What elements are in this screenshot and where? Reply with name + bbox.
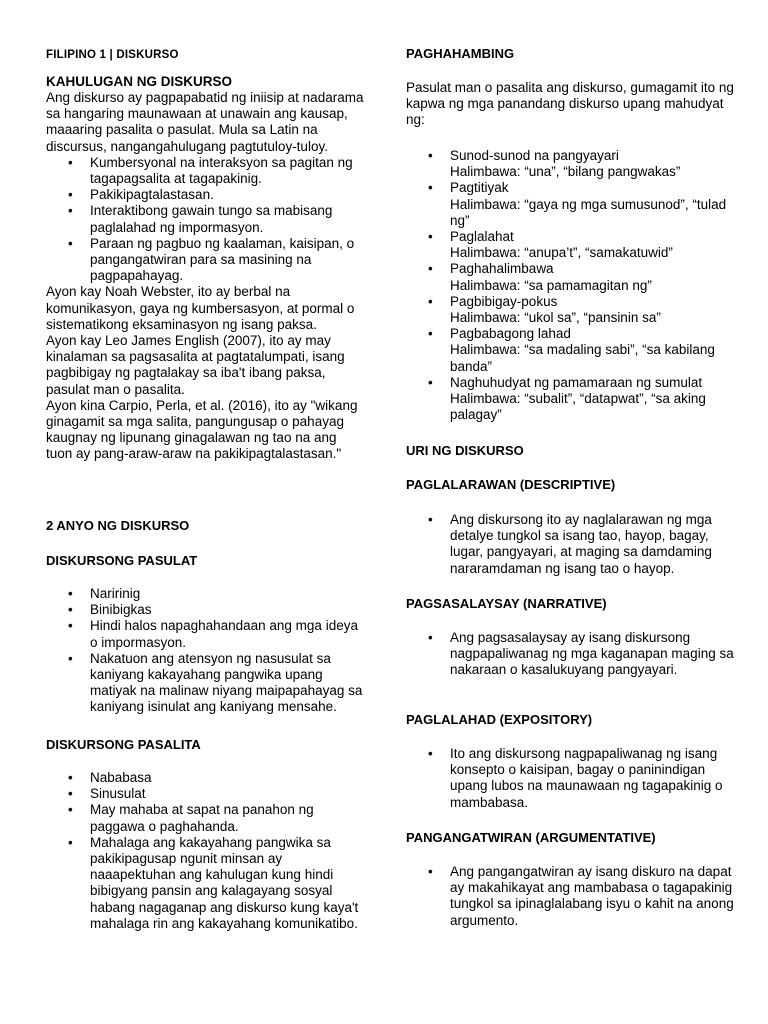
pananda-example: Halimbawa: “ukol sa”, “pansinin sa” bbox=[450, 310, 661, 326]
list-item: • Hindi halos napaghahandaan ang mga ideya o impormasyon. bbox=[46, 618, 366, 650]
list-item: • Ito ang diskursong nagpapaliwanag ng isang konsepto o kaisipan, bagay o paninindigan upang lubos na maunawaan ng tagapakinig o mambabasa. bbox=[406, 746, 736, 811]
narrative-heading: PAGSASALAYSAY (NARRATIVE) bbox=[406, 596, 607, 611]
pananda-example: Halimbawa: “sa madaling sabi”, “sa kabilang banda” bbox=[450, 342, 715, 374]
list-item bbox=[406, 180, 736, 229]
list-item bbox=[406, 261, 736, 293]
list-item: • Ang pagsasalaysay ay isang diskursong nagpapaliwanag ng mga kaganapan maging sa nakaraan o kasalukuyang pangyayari. bbox=[406, 630, 736, 679]
pasulat-list bbox=[46, 586, 366, 716]
pananda-example: Halimbawa: “sa pamamagitan ng” bbox=[450, 277, 652, 293]
argumentative-list bbox=[406, 864, 736, 929]
list-item: • Interaktibong gawain tungo sa mabisang paglalahad ng impormasyon. bbox=[46, 203, 366, 235]
list-item: • Pakikipagtalastasan. bbox=[46, 187, 366, 203]
list-item: • May mahaba at sapat na panahon ng paggawa o paghahanda. bbox=[46, 802, 366, 834]
webster-definition: Ayon kay Noah Webster, ito ay berbal na komunikasyon, gaya ng kumbersasyon, at pormal o sistematikong eksaminasyon ng isang paksa. bbox=[46, 284, 355, 332]
kahulugan-heading: KAHULUGAN NG DISKURSO bbox=[46, 74, 233, 89]
list-item bbox=[406, 148, 736, 180]
list-item: • Kumbersyonal na interaksyon sa pagitan ng tagapagsalita at tagapakinig. bbox=[46, 155, 366, 187]
argumentative-heading: PANGANGATWIRAN (ARGUMENTATIVE) bbox=[406, 830, 656, 845]
pananda-label: • Pagtitiyak bbox=[450, 180, 509, 196]
paghahambing-intro: Pasulat man o pasalita ang diskurso, gumagamit ito ng kapwa ng mga panandang diskurso upang mahudyat ng: bbox=[406, 80, 734, 128]
pasalita-list bbox=[46, 770, 366, 932]
paghahambing-heading: PAGHAHAMBING bbox=[406, 46, 515, 61]
pananda-label: • Pagbabagong lahad bbox=[450, 326, 571, 342]
narrative-list bbox=[406, 630, 736, 679]
pananda-label: • Sunod-sunod na pangyayari bbox=[450, 148, 619, 163]
pananda-example: Halimbawa: “gaya ng mga sumusunod”, “tulad ng” bbox=[450, 196, 727, 228]
pananda-label: • Naghuhudyat ng pamamaraan ng sumulat bbox=[450, 374, 703, 390]
pananda-label: • Paglalahat bbox=[450, 229, 514, 245]
list-item: • Sinusulat bbox=[46, 786, 366, 802]
descriptive-heading: PAGLALARAWAN (DESCRIPTIVE) bbox=[406, 477, 616, 492]
list-item: • Ang pangangatwiran ay isang diskuro na dapat ay makahikayat ang mambabasa o tagapakinig tungkol sa ipinaglalabang isyu o kahit na anong argumento. bbox=[406, 864, 736, 929]
list-item bbox=[406, 375, 736, 424]
pasalita-heading: DISKURSONG PASALITA bbox=[46, 737, 201, 752]
pananda-label: • Pagbibigay-pokus bbox=[450, 293, 558, 309]
list-item bbox=[406, 294, 736, 326]
expository-list bbox=[406, 746, 736, 811]
list-item bbox=[406, 229, 736, 261]
list-item: • Naririnig bbox=[46, 586, 366, 602]
document-header: FILIPINO 1 | DISKURSO bbox=[46, 49, 179, 61]
expository-heading: PAGLALAHAD (EXPOSITORY) bbox=[406, 712, 593, 727]
list-item: • Nababasa bbox=[46, 770, 366, 786]
list-item: • Paraan ng pagbuo ng kaalaman, kaisipan, o pangangatwiran para sa masining na pagpapahayag. bbox=[46, 236, 366, 285]
pananda-example: Halimbawa: “una”, “bilang pangwakas” bbox=[450, 164, 681, 180]
carpio-definition: Ayon kina Carpio, Perla, et al. (2016), ito ay "wikang ginagamit sa mga salita, pangungusap o pahayag kaugnay ng lipunang ginagalawan ng tao na ang tuon ay pang-araw-araw na pakikipagtalastasan." bbox=[46, 397, 358, 462]
list-item: • Mahalaga ang kakayahang pangwika sa pakikipagusap ngunit minsan ay naaapektuhan ang kahulugan kung hindi bibigyang pansin ang kalagayang sosyal habang nagaganap ang diskurso kung kaya't mahalaga rin ang kakayahang komunikatibo. bbox=[46, 835, 366, 932]
list-item: • Nakatuon ang atensyon ng nasusulat sa kaniyang kakayahang pangwika upang matiyak na malinaw niyang maipapahayag sa kaniyang isinulat ang kaniyang mensahe. bbox=[46, 651, 366, 716]
kahulugan-intro: Ang diskurso ay pagpapabatid ng iniisip at nadarama sa hangaring maunawaan at unawain ang kausap, maaaring pasalita o pasulat. Mula sa Latin na discursus, nangangahulugang pagtutuloy-tuloy. bbox=[46, 90, 364, 154]
pasulat-heading: DISKURSONG PASULAT bbox=[46, 553, 198, 568]
list-item: • Binibigkas bbox=[46, 602, 366, 618]
pananda-example: Halimbawa: “anupa’t”, “samakatuwid” bbox=[450, 245, 673, 261]
descriptive-list bbox=[406, 512, 736, 577]
pananda-example: Halimbawa: “subalit”, “datapwat”, “sa aking palagay” bbox=[450, 391, 706, 423]
english-definition: Ayon kay Leo James English (2007), ito ay may kinalaman sa pagsasalita at pagtatalumpati, isang pagbibigay ng pagtalakay sa iba't ibang paksa, pasulat man o pasalita. bbox=[46, 333, 345, 397]
kahulugan-list bbox=[46, 155, 366, 285]
anyo-heading: 2 ANYO NG DISKURSO bbox=[46, 518, 190, 533]
list-item: • Ang diskursong ito ay naglalarawan ng mga detalye tungkol sa isang tao, hayop, bagay, lugar, pangyayari, at maging sa damdaming nararamdaman ng isang tao o hayop. bbox=[406, 512, 736, 577]
pananda-label: • Paghahalimbawa bbox=[450, 261, 554, 277]
uri-heading: URI NG DISKURSO bbox=[406, 443, 524, 458]
pananda-list bbox=[406, 148, 736, 423]
list-item bbox=[406, 326, 736, 375]
